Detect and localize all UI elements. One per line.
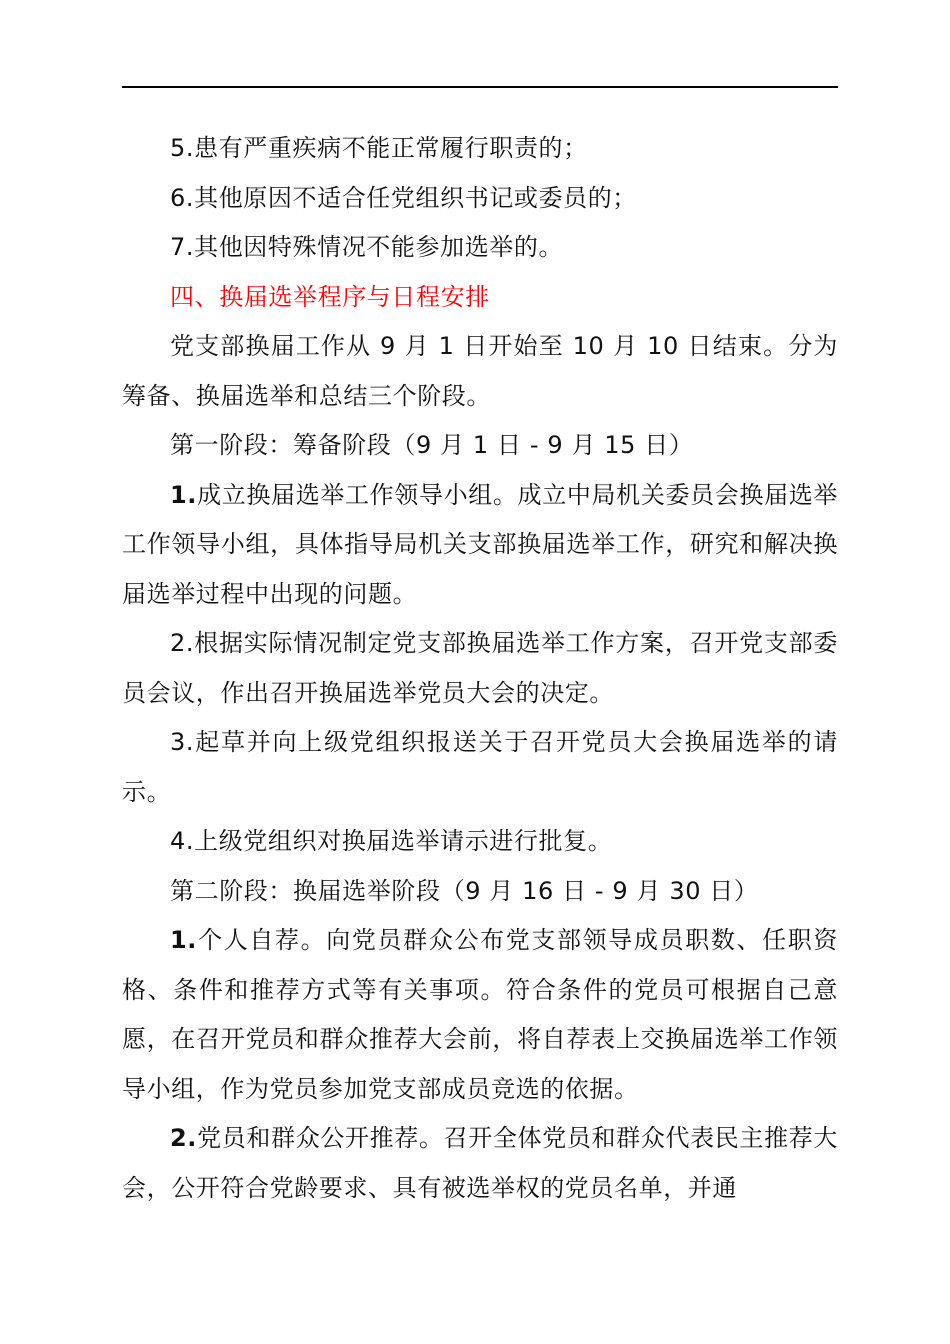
paragraph-item-5: 5.患有严重疾病不能正常履行职责的； [170, 134, 588, 162]
step-text: 个人自荐。向党员群众公布党支部领导成员职数、任职资格、条件和推荐方式等有关事项。符合条件的党员可根据自己意愿，在召开党员和群众推荐大会前，将自荐表上交换届选举工作领导小组，作为党员参加党支部成员竞选的依据。 [122, 926, 838, 1103]
step-number: 1. [170, 926, 198, 954]
paragraph-item-6: 6.其他原因不适合任党组织书记或委员的； [170, 183, 637, 212]
stage-two-step-2 [122, 1114, 838, 1213]
header-rule [122, 86, 838, 88]
step-number: 1. [170, 480, 198, 509]
step-number: 2. [170, 1124, 198, 1152]
step-text: 党员和群众公开推荐。召开全体党员和群众代表民主推荐大会，公开符合党龄要求、具有被选举权的党员名单，并通 [122, 1124, 838, 1202]
section-heading: 四、换届选举程序与日程安排 [170, 282, 490, 311]
stage-one-step-4: 4.上级党组织对换届选举请示进行批复。 [170, 827, 613, 855]
stage-two-heading: 第二阶段：换届选举阶段（9 月 16 日 - 9 月 30 日） [170, 876, 759, 905]
step-text: 成立换届选举工作领导小组。成立中局机关委员会换届选举工作领导小组，具体指导局机关支部换届选举工作，研究和解决换届选举过程中出现的问题。 [122, 480, 838, 608]
paragraph-intro: 党支部换届工作从 9 月 1 日开始至 10 月 10 日结束。分为筹备、换届选举和总结三个阶段。 [122, 332, 838, 410]
stage-one-heading: 第一阶段：筹备阶段（9 月 1 日 - 9 月 15 日） [170, 431, 694, 459]
stage-two-step-1 [122, 916, 838, 1114]
stage-one-step-1 [122, 471, 838, 620]
stage-one-step-3: 3.起草并向上级党组织报送关于召开党员大会换届选举的请示。 [122, 728, 838, 806]
document-body [122, 124, 838, 1213]
paragraph-item-7: 7.其他因特殊情况不能参加选举的。 [170, 233, 564, 261]
stage-one-step-2: 2.根据实际情况制定党支部换届选举工作方案，召开党支部委员会议，作出召开换届选举党员大会的决定。 [122, 629, 838, 707]
